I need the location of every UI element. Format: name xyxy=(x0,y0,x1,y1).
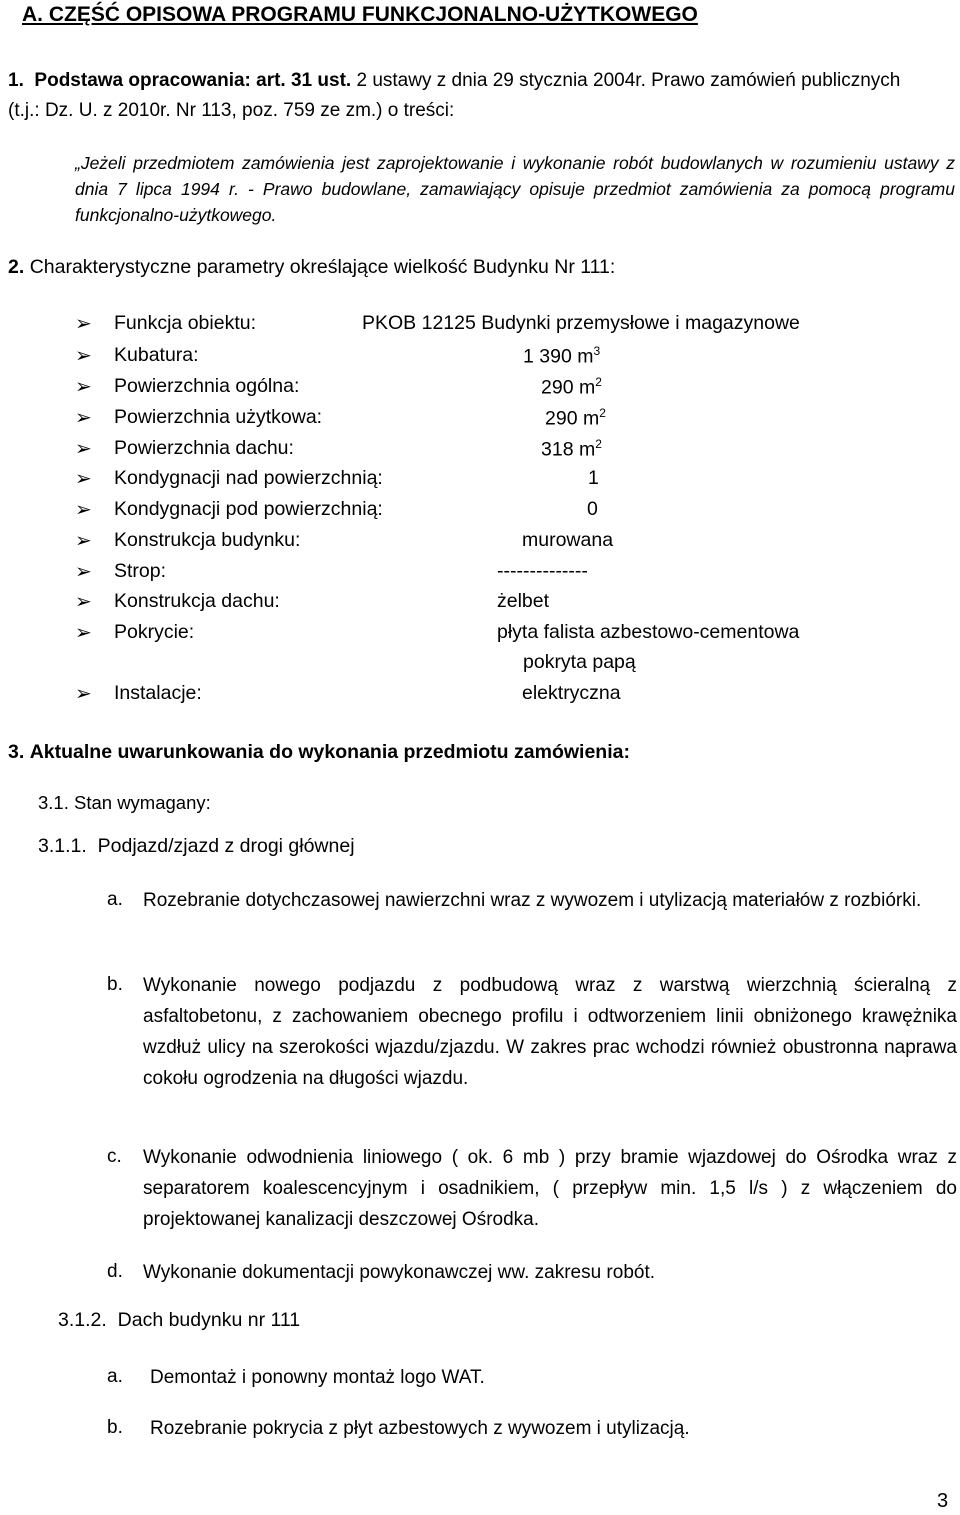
list-item-letter: a. xyxy=(107,889,123,910)
param-value: murowana xyxy=(522,529,614,551)
param-label: Konstrukcja dachu: xyxy=(114,590,280,612)
param-value: 318 $m^2$ xyxy=(541,437,602,461)
param-label: Konstrukcja budynku: xyxy=(114,529,301,551)
subsection-3-1-2-number: 3.1.2. xyxy=(58,1309,107,1331)
page-number: 3 xyxy=(937,1490,949,1512)
list-item-text: Wykonanie nowego podjazdu z podbudową wraz z warstwą wierzchnią ścieralną z asfaltobetonu, z zachowaniem obecnego profilu i odtworzeniem linii obniżonego krawężnika wzdłuż ulicy na szerokości wjazdu/zjazdu. W zakres prac wchodzi również obustronna naprawa cokołu ogrodzenia na długości wjazdu. xyxy=(143,975,957,1089)
list-item-text: Wykonanie odwodnienia liniowego ( ok. 6 mb ) przy bramie wjazdowej do Ośrodka wraz z separatorem koalescencyjnym i osadnikiem, ( przepływ min. 1,5 l/s ) z włączeniem do projektowanej kanalizacji deszczowej Ośrodka. xyxy=(143,1147,957,1230)
arrow-bullet-icon: ➢ xyxy=(75,313,92,335)
arrow-bullet-icon: ➢ xyxy=(75,683,92,705)
param-value: 290 $m^2$ xyxy=(541,375,602,399)
section-1-number: 1. xyxy=(8,70,24,91)
param-value: 1 xyxy=(588,467,599,489)
param-label: Powierzchnia użytkowa: xyxy=(114,406,323,428)
arrow-bullet-icon: ➢ xyxy=(75,622,92,644)
list-item-text: Wykonanie dokumentacji powykonawczej ww. zakresu robót. xyxy=(143,1262,656,1283)
param-value: płyta falista azbestowo-cementowa xyxy=(497,621,800,643)
param-label: Powierzchnia dachu: xyxy=(114,437,294,459)
arrow-bullet-icon: ➢ xyxy=(75,376,92,398)
subsection-3-1-2-heading xyxy=(58,1309,300,1332)
section-1-basis xyxy=(8,66,908,126)
section-2-number: 2. xyxy=(8,256,25,278)
list-item-text: Demontaż i ponowny montaż logo WAT. xyxy=(150,1367,485,1388)
arrow-bullet-icon: ➢ xyxy=(75,407,92,429)
param-label: Kubatura: xyxy=(114,344,199,366)
param-value: elektryczna xyxy=(522,682,621,704)
arrow-bullet-icon: ➢ xyxy=(75,530,92,552)
section-2-title: Charakterystyczne parametry określające wielkość Budynku Nr 111: xyxy=(29,256,616,278)
param-label: Kondygnacji nad powierzchnią: xyxy=(114,467,383,489)
param-label: Pokrycie: xyxy=(114,621,195,643)
section-3-title: Aktualne uwarunkowania do wykonania przedmiotu zamówienia: xyxy=(29,741,630,763)
param-value: -------------- xyxy=(497,560,588,582)
param-label: Funkcja obiektu: xyxy=(114,312,256,334)
param-value: PKOB 12125 Budynki przemysłowe i magazynowe xyxy=(362,312,800,334)
arrow-bullet-icon: ➢ xyxy=(75,345,92,367)
param-label: Powierzchnia ogólna: xyxy=(114,375,300,397)
law-quote: „Jeżeli przedmiotem zamówienia jest zaprojektowanie i wykonanie robót budowlanych w rozumieniu ustawy z dnia 7 lipca 1994 r. - Prawo budowlane, zamawiający opisuje przedmiot zamówienia za pomocą programu funkcjonalno-użytkowego. xyxy=(75,153,955,225)
arrow-bullet-icon: ➢ xyxy=(75,561,92,583)
section-3-heading xyxy=(8,741,630,764)
section-3-number: 3. xyxy=(8,741,25,763)
param-value: 290 $m^2$ xyxy=(545,406,606,430)
subsection-3-1-heading: 3.1. Stan wymagany: xyxy=(38,792,211,813)
arrow-bullet-icon: ➢ xyxy=(75,591,92,613)
param-label: Instalacje: xyxy=(114,682,202,704)
list-item-text: Rozebranie dotychczasowej nawierzchni wraz z wywozem i utylizacją materiałów z rozbiórki. xyxy=(143,890,922,911)
param-value: żelbet xyxy=(497,590,550,612)
arrow-bullet-icon: ➢ xyxy=(75,438,92,460)
param-value: 1 390 $m^3$ xyxy=(523,344,601,368)
document-title: A. CZĘŚĆ OPISOWA PROGRAMU FUNKCJONALNO-UŻYTKOWEGO xyxy=(22,3,698,26)
list-item-letter: c. xyxy=(107,1146,122,1167)
list-item-letter: d. xyxy=(107,1261,123,1282)
list-item-letter: a. xyxy=(107,1366,123,1387)
subsection-3-1-1-number: 3.1.1. xyxy=(38,835,87,857)
param-label: Kondygnacji pod powierzchnią: xyxy=(114,498,383,520)
section-2-heading xyxy=(8,256,615,279)
param-value-continuation: pokryta papą xyxy=(523,651,636,673)
subsection-3-1-1-heading xyxy=(38,835,355,858)
section-1-text: 2 ustawy z dnia 29 stycznia 2004r. Prawo zamówień publicznych (t.j.: Dz. U. z 2010r. Nr 113, poz. 759 ze zm.) o treści: xyxy=(8,70,901,121)
arrow-bullet-icon: ➢ xyxy=(75,499,92,521)
param-label: Strop: xyxy=(114,560,167,582)
section-1-bold-text: Podstawa opracowania: art. 31 ust. xyxy=(34,70,352,91)
subsection-3-1-2-title: Dach budynku nr 111 xyxy=(117,1309,301,1331)
list-item-text: Rozebranie pokrycia z płyt azbestowych z wywozem i utylizacją. xyxy=(150,1418,690,1439)
list-item-letter: b. xyxy=(107,1417,123,1438)
arrow-bullet-icon: ➢ xyxy=(75,468,92,490)
param-value: 0 xyxy=(587,498,598,520)
list-item-letter: b. xyxy=(107,974,123,995)
subsection-3-1-1-title: Podjazd/zjazd z drogi głównej xyxy=(97,835,355,857)
